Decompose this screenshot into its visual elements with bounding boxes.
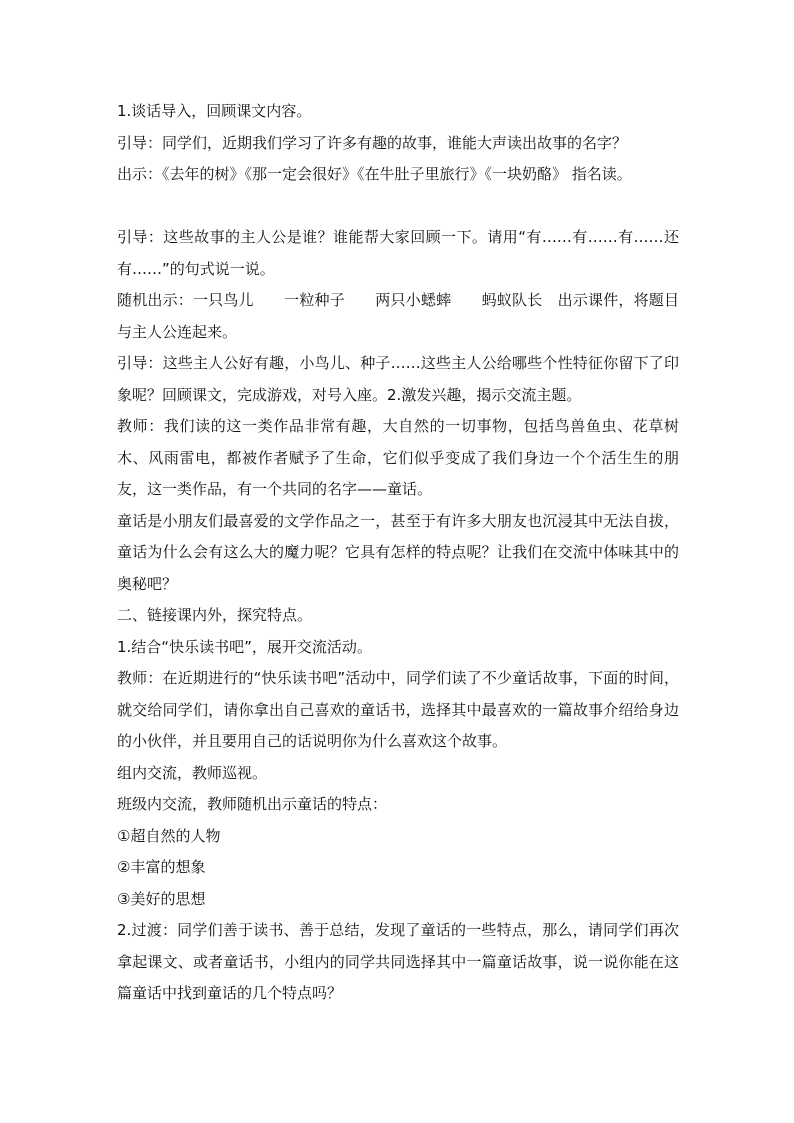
paragraph-intro-heading: 1.谈话导入，回顾课文内容。 (117, 102, 312, 120)
paragraph-fairy-tale-magic: 童话是小朋友们最喜爱的文学作品之一，甚至于有许多大朋友也沉浸其中无法自拔，童话为什么会有这么大的魔力呢？它具有怎样的特点呢？让我们在交流中体味其中的奥秘吧？ (117, 511, 679, 593)
paragraph-teacher-fairy-tale: 教师：我们读的这一类作品非常有趣，大自然的一切事物，包括鸟兽鱼虫、花草树木、风雨雷电，都被作者赋予了生命，它们似乎变成了我们身边一个个活生生的朋友，这一类作品，有一个共同的名字——童话。 (117, 417, 679, 498)
paragraph-group-exchange: 组内交流，教师巡视。 (117, 763, 268, 782)
paragraph-reading-activity: 1.结合“快乐读书吧”，展开交流活动。 (117, 637, 372, 656)
paragraph-section-two-heading: 二、链接课内外，探究特点。 (117, 606, 313, 624)
list-item-feature-3: ③美好的思想 (117, 889, 206, 908)
paragraph-protagonists-question: 引导：这些故事的主人公是谁？谁能帮大家回顾一下。请用“有……有……有……还有……”的句式说一说。 (117, 228, 679, 278)
list-item-feature-1: ①超自然的人物 (117, 826, 221, 845)
paragraph-transition: 2.过渡：同学们善于读书、善于总结，发现了童话的一些特点，那么，请同学们再次拿起课文、或者童话书，小组内的同学共同选择其中一篇童话故事，说一说你能在这篇童话中找到童话的几个特点吗？ (117, 921, 679, 1002)
paragraph-character-traits: 引导：这些主人公好有趣，小鸟儿、种子……这些主人公给哪些个性特征你留下了印象呢？回顾课文，完成游戏，对号入座。2.激发兴趣，揭示交流主题。 (117, 354, 679, 404)
paragraph-guide-question: 引导：同学们，近期我们学习了许多有趣的故事，谁能大声读出故事的名字？ (117, 133, 628, 152)
paragraph-teacher-instructions: 教师：在近期进行的“快乐读书吧”活动中，同学们读了不少童话故事，下面的时间，就交给同学们，请你拿出自己喜欢的童话书，选择其中最喜欢的一篇故事介绍给身边的小伙伴，并且要用自己的话说明你为什么喜欢这个故事。 (117, 669, 679, 750)
paragraph-class-exchange: 班级内交流，教师随机出示童话的特点： (117, 795, 388, 813)
paragraph-random-show: 随机出示：一只鸟儿 一粒种子 两只小蟋蟀 蚂蚁队长 出示课件，将题目与主人公连起来。 (117, 291, 679, 341)
document-body (117, 96, 679, 1010)
list-item-feature-2: ②丰富的想象 (117, 858, 206, 876)
paragraph-show-titles: 出示：《去年的树》《那一定会很好》《在牛肚子里旅行》《一块奶酪》 指名读。 (117, 165, 632, 183)
blank-line (117, 191, 679, 223)
